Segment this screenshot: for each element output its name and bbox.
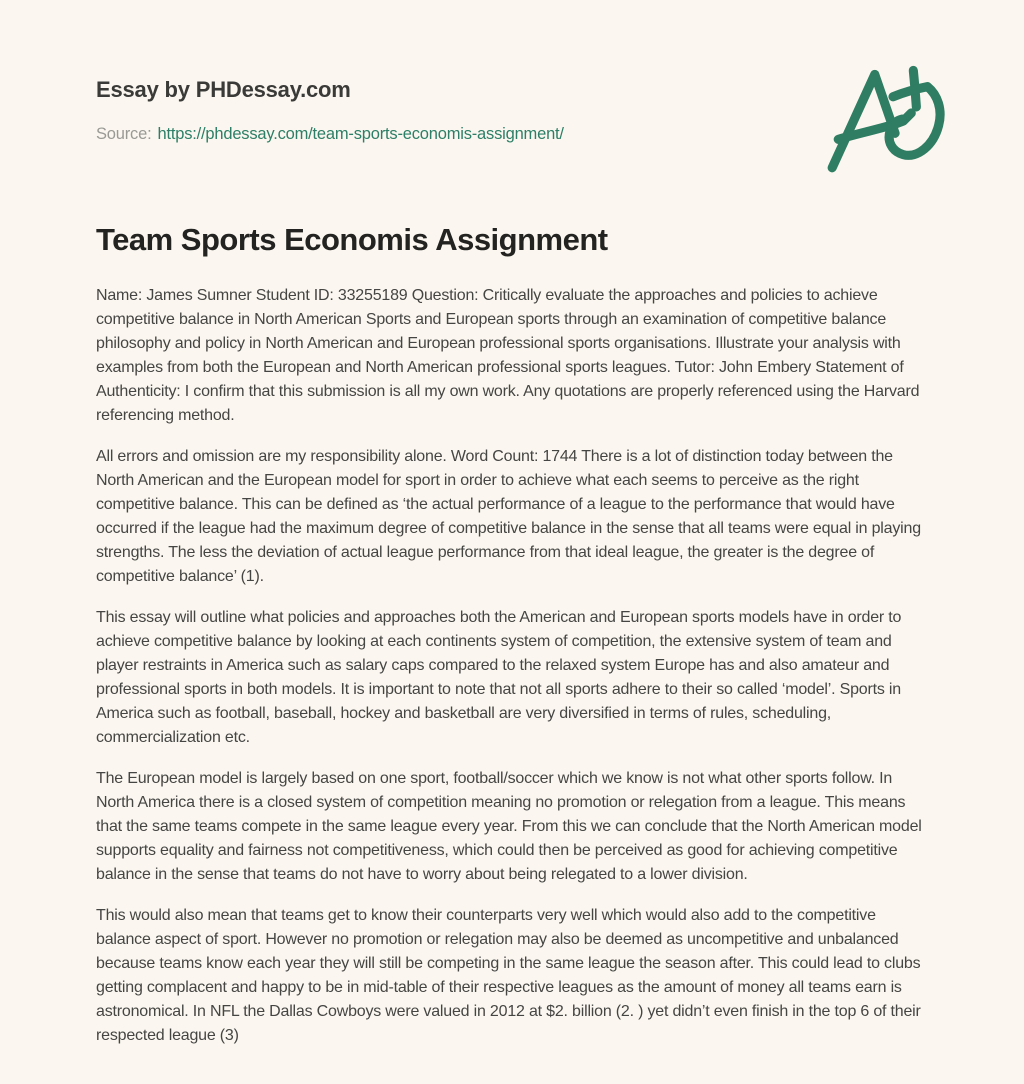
- source-link[interactable]: https://phdessay.com/team-sports-economis-assignment/: [157, 125, 564, 143]
- a-plus-logo-icon: [820, 52, 962, 174]
- essay-content: [96, 220, 928, 1048]
- essay-paragraph-5: This would also mean that teams get to know their counterparts very well which would also add to the competitive balance aspect of sport. However no promotion or relegation may also be deemed as uncompetitive and unbalanced because teams know each year they will still be competing in the same league the season after. This could lead to clubs getting complacent and happy to be in mid-table of their respective leagues as the amount of money all teams earn is astronomical. In NFL the Dallas Cowboys were valued in 2012 at $2. billion (2. ) yet didn’t even finish in the top 6 of their respected league (3): [96, 907, 921, 1044]
- essay-paragraph-3: This essay will outline what policies and approaches both the American and European sports models have in order to achieve competitive balance by looking at each continents system of competition, the extensive system of team and player restraints in America such as salary caps compared to the relaxed system Europe has and also amateur and professional sports in both models. It is important to note that not all sports adhere to their so called ‘model’. Sports in America such as football, baseball, hockey and basketball are very diversified in terms of rules, scheduling, commercialization etc.: [96, 609, 902, 746]
- essay-body: [96, 284, 928, 1048]
- essay-paragraph-2: All errors and omission are my responsibility alone. Word Count: 1744 There is a lot of distinction today between the North American and the European model for sport in order to achieve what each seems to perceive as the right competitive balance. This can be defined as ‘the actual performance of a league to the performance that would have occurred if the league had the maximum degree of competitive balance in the sense that all teams were equal in playing strengths. The less the deviation of actual league performance from that ideal league, the greater is the degree of competitive balance’ (1).: [96, 448, 921, 585]
- essay-paragraph-1: Name: James Sumner Student ID: 33255189 Question: Critically evaluate the approaches and policies to achieve competitive balance in North American Sports and European sports through an examination of competitive balance philosophy and policy in North American and European professional sports organisations. Illustrate your analysis with examples from both the European and North American professional sports leagues. Tutor: John Embery Statement of Authenticity: I confirm that this submission is all my own work. Any quotations are properly referenced using the Harvard referencing method.: [96, 287, 920, 424]
- source-label: Source:: [96, 125, 152, 143]
- site-byline: Essay by PHDessay.com: [96, 77, 351, 102]
- source-row: [96, 124, 928, 144]
- essay-title: Team Sports Economis Assignment: [96, 222, 608, 257]
- page-header: [96, 78, 928, 144]
- essay-paragraph-4: The European model is largely based on one sport, football/soccer which we know is not what other sports follow. In North America there is a closed system of competition meaning no promotion or relegation from a league. This means that the same teams compete in the same league every year. From this we can conclude that the North American model supports equality and fairness not competitiveness, which could then be perceived as good for achieving competitive balance in the sense that teams do not have to worry about being relegated to a lower division.: [96, 770, 922, 883]
